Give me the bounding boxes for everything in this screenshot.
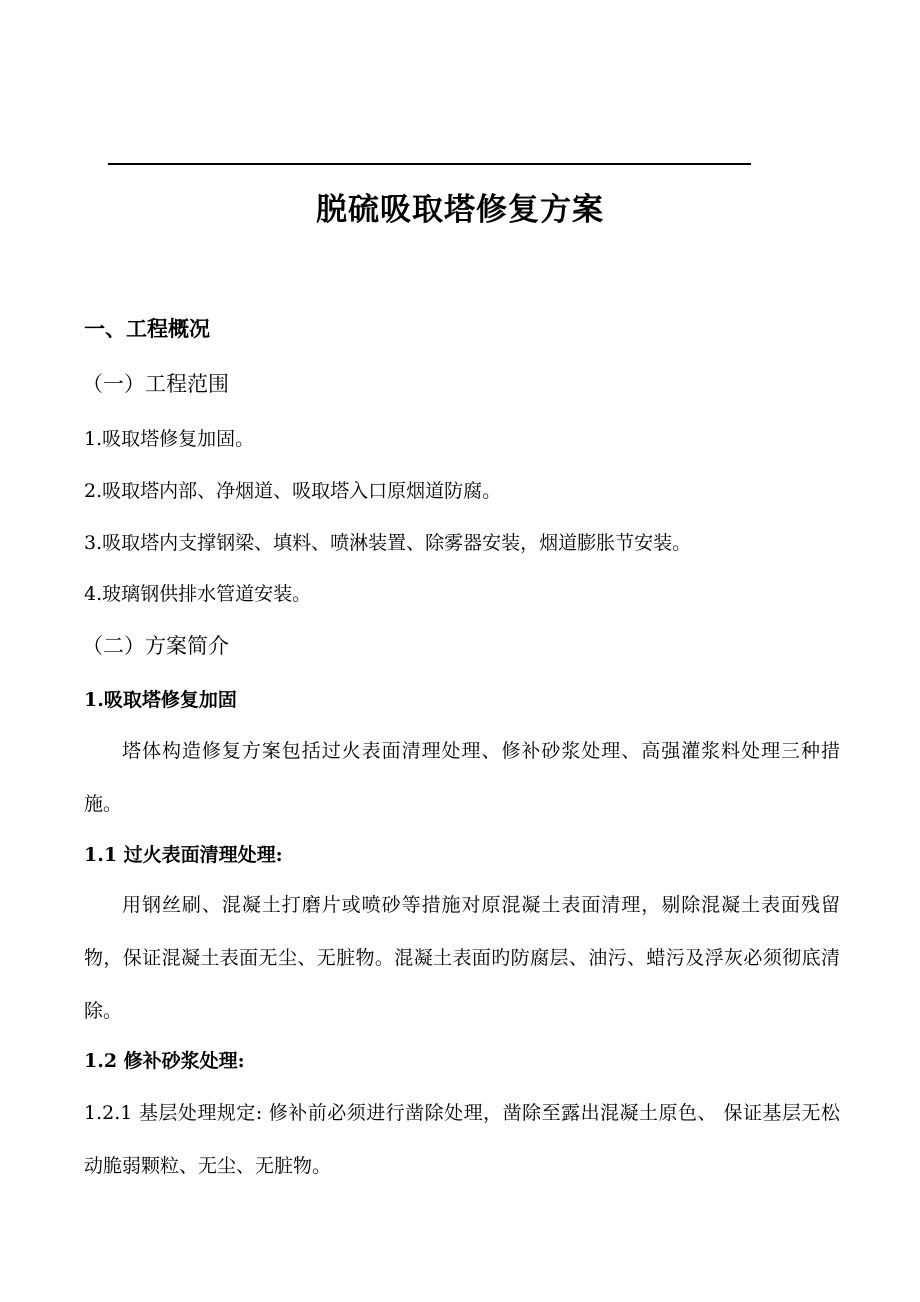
scope-item-3: 3.吸取塔内支撑钢梁、填料、喷淋装置、除雾器安装，烟道膨胀节安装。 [84, 532, 692, 554]
point-1-2-1-paragraph: 1.2.1 基层处理规定: 修补前必须进行凿除处理，凿除至露出混凝土原色、 保证基层无松动脆弱颗粒、无尘、无脏物。 [84, 1102, 840, 1177]
document-title: 脱硫吸取塔修复方案 [316, 192, 604, 228]
scope-item-2: 2.吸取塔内部、净烟道、吸取塔入口原烟道防腐。 [84, 480, 502, 502]
point-1-1-paragraph: 用钢丝刷、混凝土打磨片或喷砂等措施对原混凝土表面清理，剔除混凝土表面残留物，保证混凝土表面无尘、无脏物。混凝土表面旳防腐层、油污、蜡污及浮灰必须彻底清除。 [84, 894, 840, 1022]
point-1-heading: 1.吸取塔修复加固 [84, 689, 237, 711]
header-rule [108, 163, 751, 165]
point-1-2-heading: 1.2 修补砂浆处理: [84, 1050, 245, 1072]
point-1-paragraph: 塔体构造修复方案包括过火表面清理处理、修补砂浆处理、高强灌浆料处理三种措施。 [84, 740, 840, 815]
section-heading-overview: 一、工程概况 [84, 317, 210, 341]
point-1-1-heading: 1.1 过火表面清理处理: [84, 844, 283, 866]
subsection-heading-plan: （二）方案简介 [82, 634, 229, 658]
scope-item-1: 1.吸取塔修复加固。 [84, 428, 255, 450]
scope-item-4: 4.玻璃钢供排水管道安装。 [84, 583, 312, 605]
subsection-heading-scope: （一）工程范围 [82, 372, 229, 396]
